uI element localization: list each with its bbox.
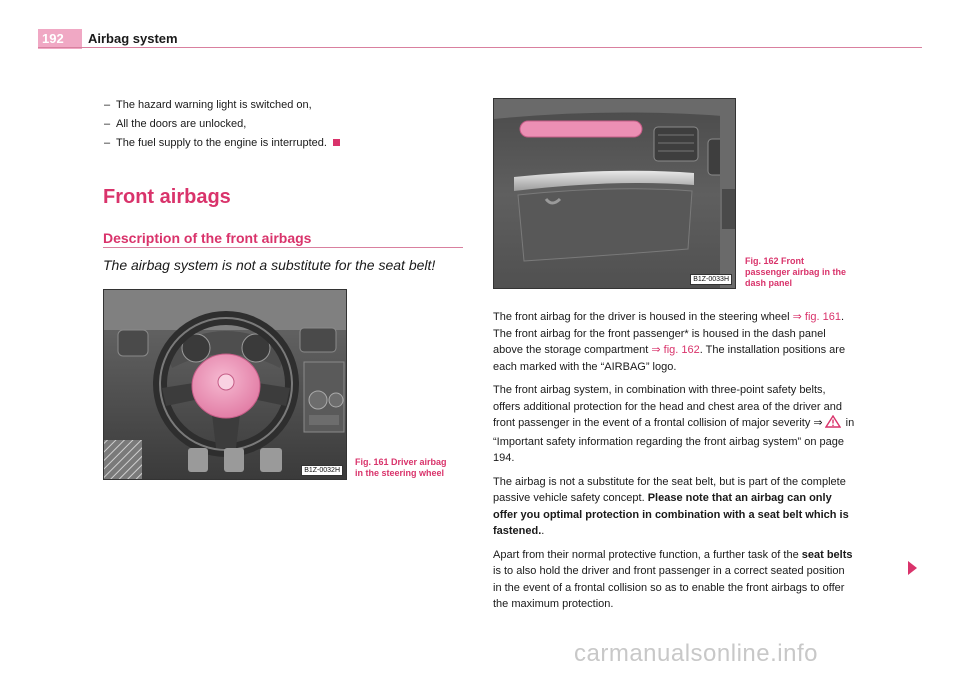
figure-caption: Fig. 162 Front passenger airbag in the dash panel xyxy=(745,256,847,288)
warning-triangle-icon[interactable] xyxy=(825,415,841,434)
paragraph: Apart from their normal protective function, a further task of the seat belts is to also hold the driver and front passenger in a correct seated position in the event of a frontal collision so as to enable the front airbags to offer the maximum protection. xyxy=(493,548,853,610)
body-text xyxy=(493,309,855,620)
figure-link-161[interactable]: ⇒ fig. 161 xyxy=(792,311,841,323)
paragraph: The airbag is not a substitute for the seat belt, but is part of the complete passive vehicle safety concept. Please note that an airbag can only offer you optimal protection in combination with a seat belt which is fastened.. xyxy=(493,475,849,537)
watermark: carmanualsonline.info xyxy=(574,640,818,667)
page-number: 192 xyxy=(38,29,82,49)
section-heading: Front airbags xyxy=(103,186,231,208)
subsection-heading: Description of the front airbags xyxy=(103,230,312,246)
figure-code: B1Z-0033H xyxy=(690,274,732,285)
paragraph: The front airbag for the driver is housed in the steering wheel ⇒ fig. 161. The front airbag for the front passenger* is housed in the dash panel above the storage compartment ⇒ fig. 162. The installation positions are each marked with the “AIRBAG” logo. xyxy=(493,311,846,373)
subheading-rule xyxy=(103,247,463,248)
figure-code: B1Z-0032H xyxy=(301,465,343,476)
figure-caption: Fig. 161 Driver airbag in the steering wheel xyxy=(355,457,447,478)
list-item: – The hazard warning light is switched on, xyxy=(104,99,312,111)
list-item: – All the doors are unlocked, xyxy=(104,118,247,130)
figure-passenger-airbag xyxy=(493,98,736,289)
dash-panel-illustration xyxy=(494,99,736,289)
steering-wheel-illustration xyxy=(104,290,347,480)
next-page-arrow-icon[interactable] xyxy=(908,561,917,575)
section-title: Airbag system xyxy=(88,31,178,46)
figure-link-162[interactable]: ⇒ fig. 162 xyxy=(651,344,700,356)
bullet-list xyxy=(104,96,340,153)
figure-driver-airbag xyxy=(103,289,347,480)
section-end-marker xyxy=(333,139,340,146)
list-item: – The fuel supply to the engine is interrupted. xyxy=(104,134,340,153)
paragraph: The front airbag system, in combination with three-point safety belts, offers additional protection for the head and chest area of the driver and front passenger in the event of a frontal collision of major severity ⇒ in “Important safety information regarding the front airbag system” on page 194. xyxy=(493,384,855,464)
lead-sentence: The airbag system is not a substitute for the seat belt! xyxy=(103,257,436,273)
header-rule xyxy=(38,47,922,48)
